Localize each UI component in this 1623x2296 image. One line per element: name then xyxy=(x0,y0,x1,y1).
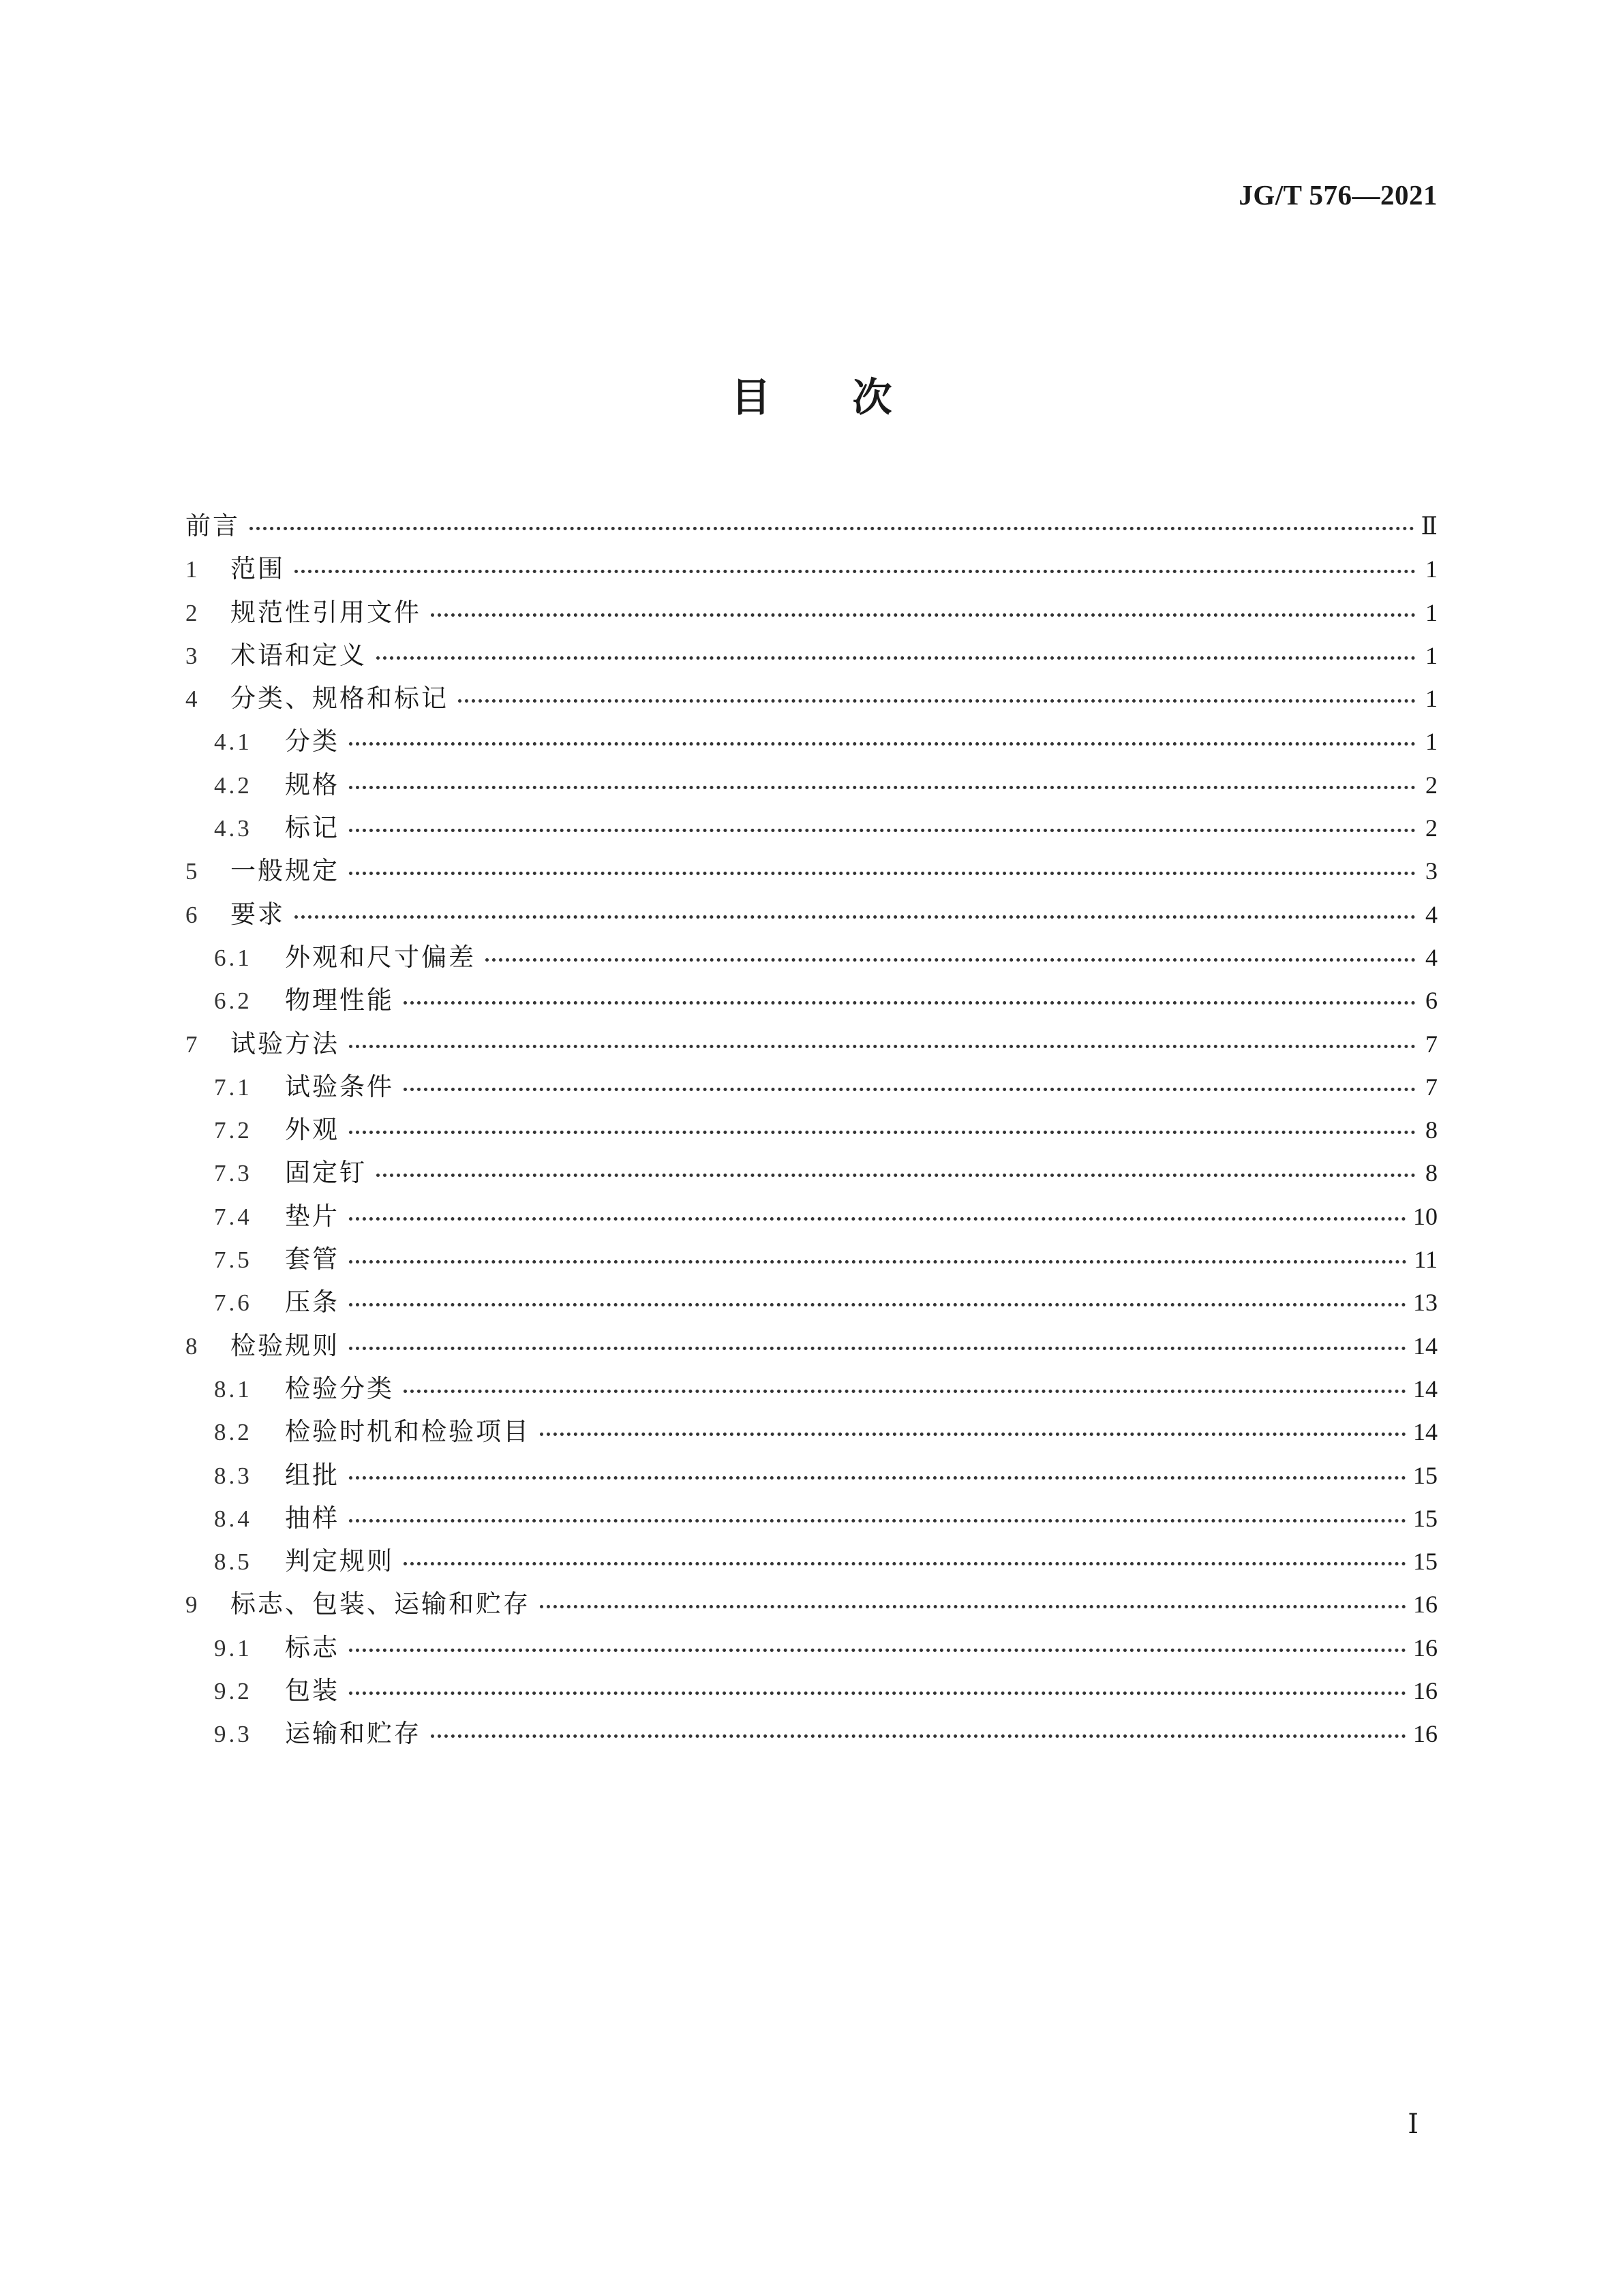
toc-entry[interactable] xyxy=(185,504,1438,547)
toc-entry-page: 15 xyxy=(1413,1548,1438,1576)
toc-entry-label: 试验方法 xyxy=(230,1028,339,1058)
toc-entry-label: 分类、规格和标记 xyxy=(230,684,449,714)
toc-entry-page: 16 xyxy=(1413,1720,1438,1748)
toc-entry-number: 9.3 xyxy=(214,1721,252,1748)
toc-dot-leader xyxy=(249,526,1414,530)
toc-entry[interactable] xyxy=(185,1669,1438,1712)
toc-dot-leader xyxy=(294,915,1416,919)
toc-entry-page: 13 xyxy=(1413,1289,1438,1317)
toc-entry-number: 8 xyxy=(185,1332,198,1360)
toc-entry[interactable] xyxy=(185,1195,1438,1238)
toc-entry-page: 7 xyxy=(1425,1030,1438,1058)
toc-entry[interactable] xyxy=(185,1281,1438,1323)
toc-dot-leader xyxy=(349,1648,1406,1652)
toc-entry-number: 7.6 xyxy=(214,1289,252,1317)
toc-entry-label: 外观和尺寸偏差 xyxy=(285,942,476,972)
toc-entry-page: 6 xyxy=(1425,987,1438,1015)
toc-entry-number: 7.2 xyxy=(214,1117,252,1144)
toc-entry[interactable] xyxy=(185,849,1438,892)
toc-entry-number: 4.2 xyxy=(214,771,252,799)
toc-entry-page: 8 xyxy=(1425,1116,1438,1144)
toc-dot-leader xyxy=(349,785,1416,789)
toc-entry-label: 外观 xyxy=(285,1115,339,1145)
toc-entry-number: 7 xyxy=(185,1030,198,1058)
toc-entry-page: 14 xyxy=(1413,1375,1438,1403)
toc-entry-label: 标记 xyxy=(285,813,339,843)
toc-entry[interactable] xyxy=(185,1497,1438,1540)
toc-entry[interactable] xyxy=(185,763,1438,806)
toc-entry[interactable] xyxy=(185,1151,1438,1194)
toc-entry-number: 8.4 xyxy=(214,1505,252,1532)
title-char-1: 目 xyxy=(731,374,771,420)
toc-entry-label: 套管 xyxy=(285,1244,339,1274)
toc-entry[interactable] xyxy=(185,1712,1438,1755)
toc-entry-label: 前言 xyxy=(185,511,240,540)
toc-dot-leader xyxy=(294,569,1416,573)
toc-entry-number: 6.1 xyxy=(214,944,252,971)
toc-dot-leader xyxy=(540,1604,1406,1608)
toc-dot-leader xyxy=(349,1130,1416,1134)
toc-entry-label: 检验规则 xyxy=(230,1330,339,1360)
toc-entry[interactable] xyxy=(185,591,1438,634)
document-code: JG/T 576—2021 xyxy=(1239,179,1438,211)
toc-entry-number: 5 xyxy=(185,858,198,885)
toc-entry-number: 9.1 xyxy=(214,1634,252,1662)
toc-entry-label: 固定钉 xyxy=(285,1158,367,1188)
toc-entry-page: 1 xyxy=(1425,598,1438,626)
toc-entry[interactable] xyxy=(185,547,1438,590)
table-of-contents xyxy=(185,504,1438,1756)
toc-entry-page: 11 xyxy=(1414,1246,1438,1274)
toc-entry-label: 压条 xyxy=(285,1287,339,1317)
toc-entry-number: 3 xyxy=(185,642,198,669)
toc-dot-leader xyxy=(349,741,1416,746)
toc-dot-leader xyxy=(431,613,1416,617)
title-char-2: 次 xyxy=(852,374,892,420)
toc-entry-label: 一般规定 xyxy=(230,856,339,886)
toc-entry-label: 检验分类 xyxy=(285,1373,394,1403)
toc-entry-label: 运输和贮存 xyxy=(285,1719,421,1749)
toc-entry[interactable] xyxy=(185,1540,1438,1582)
toc-entry-page: Ⅱ xyxy=(1421,512,1438,540)
toc-entry[interactable] xyxy=(185,634,1438,677)
footer-page-number: Ⅰ xyxy=(1408,2109,1419,2139)
toc-entry-number: 8.3 xyxy=(214,1462,252,1489)
toc-entry[interactable] xyxy=(185,1238,1438,1281)
toc-entry-number: 7.1 xyxy=(214,1073,252,1101)
toc-entry-page: 16 xyxy=(1413,1677,1438,1705)
toc-entry-page: 10 xyxy=(1413,1202,1438,1230)
toc-entry[interactable] xyxy=(185,1410,1438,1453)
toc-entry-number: 4.1 xyxy=(214,729,252,756)
toc-entry[interactable] xyxy=(185,677,1438,720)
toc-dot-leader xyxy=(349,871,1416,875)
toc-entry-label: 标志、包装、运输和贮存 xyxy=(230,1589,530,1619)
toc-entry-label: 抽样 xyxy=(285,1503,339,1533)
toc-entry-page: 15 xyxy=(1413,1504,1438,1532)
toc-entry-label: 试验条件 xyxy=(285,1071,394,1101)
toc-entry-number: 6 xyxy=(185,901,198,928)
toc-entry[interactable] xyxy=(185,893,1438,936)
toc-dot-leader xyxy=(349,1518,1406,1522)
toc-dot-leader xyxy=(349,828,1416,832)
toc-dot-leader xyxy=(404,1561,1406,1565)
toc-entry-page: 1 xyxy=(1425,685,1438,713)
toc-entry[interactable] xyxy=(185,1367,1438,1410)
toc-entry-number: 6.2 xyxy=(214,988,252,1015)
toc-entry-label: 要求 xyxy=(230,899,285,929)
toc-entry[interactable] xyxy=(185,1324,1438,1367)
toc-dot-leader xyxy=(376,1173,1416,1177)
toc-dot-leader xyxy=(349,1346,1406,1350)
toc-entry-page: 7 xyxy=(1425,1073,1438,1101)
toc-entry-page: 14 xyxy=(1413,1332,1438,1360)
toc-entry[interactable] xyxy=(185,1582,1438,1625)
toc-entry[interactable] xyxy=(185,720,1438,763)
toc-entry-label: 分类 xyxy=(285,726,339,756)
toc-entry-page: 1 xyxy=(1425,555,1438,583)
toc-entry-number: 2 xyxy=(185,599,198,626)
toc-entry-page: 2 xyxy=(1425,814,1438,842)
toc-dot-leader xyxy=(376,656,1416,660)
toc-entry-number: 8.2 xyxy=(214,1419,252,1446)
toc-dot-leader xyxy=(431,1734,1406,1738)
toc-dot-leader xyxy=(404,1000,1416,1005)
toc-dot-leader xyxy=(485,958,1416,962)
toc-entry-page: 1 xyxy=(1425,728,1438,756)
toc-entry-label: 规格 xyxy=(285,769,339,799)
toc-entry-number: 4.3 xyxy=(214,815,252,842)
toc-entry[interactable] xyxy=(185,806,1438,849)
toc-entry[interactable] xyxy=(185,1626,1438,1669)
toc-entry-label: 范围 xyxy=(230,554,285,584)
toc-dot-leader xyxy=(404,1087,1416,1091)
toc-entry-number: 8.1 xyxy=(214,1375,252,1403)
page-title xyxy=(0,373,1623,421)
toc-entry[interactable] xyxy=(185,936,1438,979)
toc-entry-page: 14 xyxy=(1413,1418,1438,1446)
toc-dot-leader xyxy=(349,1302,1406,1306)
toc-entry-page: 1 xyxy=(1425,641,1438,669)
toc-entry[interactable] xyxy=(185,979,1438,1022)
toc-entry-page: 4 xyxy=(1425,900,1438,928)
toc-entry-label: 物理性能 xyxy=(285,985,394,1015)
toc-entry-label: 检验时机和检验项目 xyxy=(285,1417,530,1447)
toc-entry-label: 组批 xyxy=(285,1460,339,1490)
toc-entry[interactable] xyxy=(185,1108,1438,1151)
toc-entry-page: 16 xyxy=(1413,1634,1438,1662)
toc-entry[interactable] xyxy=(185,1022,1438,1065)
toc-entry-number: 9 xyxy=(185,1591,198,1619)
toc-entry[interactable] xyxy=(185,1065,1438,1108)
toc-entry-label: 术语和定义 xyxy=(230,640,367,670)
toc-entry-page: 2 xyxy=(1425,771,1438,799)
toc-entry-page: 16 xyxy=(1413,1591,1438,1619)
toc-entry-number: 9.2 xyxy=(214,1678,252,1705)
toc-dot-leader xyxy=(540,1432,1406,1436)
toc-dot-leader xyxy=(404,1389,1406,1393)
toc-entry-number: 7.5 xyxy=(214,1246,252,1274)
toc-entry-number: 4 xyxy=(185,686,198,713)
toc-dot-leader xyxy=(458,699,1416,703)
toc-entry-label: 包装 xyxy=(285,1676,339,1706)
toc-dot-leader xyxy=(349,1216,1406,1221)
toc-entry-label: 规范性引用文件 xyxy=(230,597,421,627)
toc-entry-number: 7.4 xyxy=(214,1203,252,1230)
toc-entry[interactable] xyxy=(185,1454,1438,1497)
toc-entry-page: 8 xyxy=(1425,1159,1438,1187)
toc-entry-page: 3 xyxy=(1425,857,1438,885)
toc-dot-leader xyxy=(349,1691,1406,1695)
toc-entry-label: 判定规则 xyxy=(285,1546,394,1576)
toc-entry-label: 标志 xyxy=(285,1632,339,1662)
toc-dot-leader xyxy=(349,1259,1407,1264)
toc-entry-label: 垫片 xyxy=(285,1201,339,1231)
toc-dot-leader xyxy=(349,1044,1416,1048)
toc-dot-leader xyxy=(349,1475,1406,1480)
toc-entry-page: 4 xyxy=(1425,943,1438,971)
toc-entry-page: 15 xyxy=(1413,1461,1438,1489)
toc-entry-number: 1 xyxy=(185,556,198,583)
toc-entry-number: 8.5 xyxy=(214,1548,252,1576)
toc-entry-number: 7.3 xyxy=(214,1160,252,1187)
